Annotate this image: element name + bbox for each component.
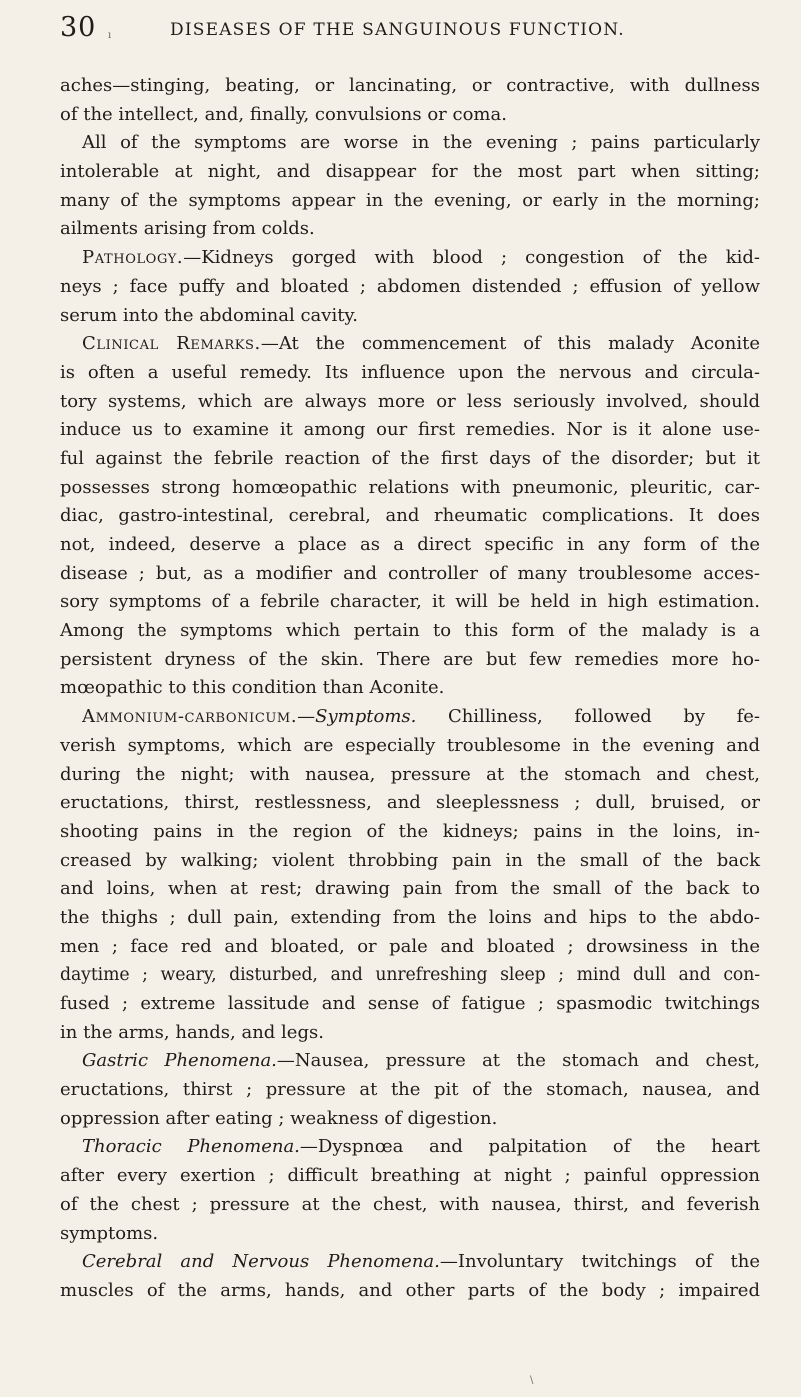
- text-line: after every exertion ; difficult breathing at night ; painful oppression: [60, 1165, 760, 1187]
- text-line: neys ; face puffy and bloated ; abdomen distended ; effusion of yellow: [60, 275, 760, 297]
- text-line: the thighs ; dull pain, extending from the loins and hips to the abdo-: [60, 906, 760, 928]
- text-line: eructations, thirst ; pressure at the pit of the stomach, nausea, and: [60, 1079, 760, 1101]
- text-line: daytime ; weary, disturbed, and unrefreshing sleep ; mind dull and con-: [60, 965, 760, 986]
- text-line: fused ; extreme lassitude and sense of fatigue ; spasmodic twitchings: [60, 993, 760, 1014]
- text-line: ailments arising from colds.: [60, 218, 315, 240]
- running-head: DISEASES OF THE SANGUINOUS FUNCTION.: [170, 20, 625, 40]
- text-line: possesses strong homœopathic relations with pneumonic, pleuritic, car-: [60, 476, 760, 498]
- print-mark: ı: [108, 30, 112, 41]
- text-line: Chilliness, followed by fe-: [447, 706, 760, 728]
- text-line: diac, gastro-intestinal, cerebral, and rheumatic complications. It does: [60, 505, 760, 527]
- heading-dash: —: [439, 1251, 458, 1273]
- heading-dash: —: [260, 333, 279, 355]
- text-line: muscles of the arms, hands, and other parts of the body ; impaired: [60, 1279, 760, 1301]
- text-line: not, indeed, deserve a place as a direct specific in any form of the: [60, 534, 760, 555]
- text-line: men ; face red and bloated, or pale and bloated ; drowsiness in the: [60, 935, 760, 957]
- text-line: serum into the abdominal cavity.: [60, 304, 358, 326]
- text-line: oppression after eating ; weakness of digestion.: [60, 1107, 498, 1129]
- symptoms-subheading: Symptoms.: [315, 706, 417, 728]
- cerebral-paragraph: [60, 1248, 760, 1277]
- text-line: verish symptoms, which are especially troublesome in the evening and: [60, 734, 760, 756]
- text-line: during the night; with nausea, pressure at the stomach and chest,: [60, 763, 760, 785]
- text-line: Among the symptoms which pertain to this form of the malady is a: [60, 620, 760, 642]
- heading-dash: —: [297, 706, 316, 728]
- text-line: ful against the febrile reaction of the first days of the disorder; but it: [60, 447, 760, 469]
- text-line: induce us to examine it among our first remedies. Nor is it alone use-: [60, 419, 760, 441]
- clinical-paragraph: [60, 330, 760, 359]
- thoracic-phenomena-heading: Thoracic Phenomena.: [82, 1136, 300, 1158]
- text-line: Involuntary twitchings of the: [457, 1251, 760, 1273]
- text-line: All of the symptoms are worse in the evening ; pains particularly: [82, 132, 760, 154]
- text-line: tory systems, which are always more or less seriously involved, should: [60, 390, 760, 412]
- text-line: and loins, when at rest; drawing pain from the small of the back to: [60, 878, 760, 900]
- text-line: Kidneys gorged with blood ; congestion of the kid-: [201, 247, 760, 269]
- cerebral-phenomena-heading: Cerebral and Nervous Phenomena.: [82, 1251, 440, 1273]
- page-header: [60, 6, 760, 42]
- text-line: disease ; but, as a modifier and controller of many troublesome acces-: [60, 562, 760, 584]
- heading-dash: —: [183, 247, 202, 269]
- text-line: persistent dryness of the skin. There are but few remedies more ho-: [60, 648, 760, 670]
- gastric-phenomena-heading: Gastric Phenomena.: [82, 1050, 277, 1072]
- text-line: aches—stinging, beating, or lancinating, or contractive, with dullness: [60, 75, 760, 96]
- text-line: of the chest ; pressure at the chest, with nausea, thirst, and feverish: [60, 1193, 760, 1215]
- text-line: creased by walking; violent throbbing pain in the small of the back: [60, 849, 760, 871]
- heading-dash: —: [276, 1050, 295, 1072]
- text-line: Nausea, pressure at the stomach and chest,: [294, 1050, 760, 1072]
- text-line: many of the symptoms appear in the evening, or early in the morning;: [60, 189, 760, 211]
- text-line: eructations, thirst, restlessness, and sleeplessness ; dull, bruised, or: [60, 792, 760, 814]
- text-line: is often a useful remedy. Its influence upon the nervous and circula-: [60, 361, 760, 383]
- pathology-paragraph: [60, 244, 760, 273]
- thoracic-paragraph: [60, 1133, 760, 1162]
- text-line: of the intellect, and, finally, convulsions or coma.: [60, 103, 507, 125]
- text-line: in the arms, hands, and legs.: [60, 1021, 324, 1043]
- text-line: At the commencement of this malady Aconite: [278, 333, 760, 355]
- gastric-paragraph: [60, 1047, 760, 1076]
- heading-dash: —: [299, 1136, 318, 1158]
- pathology-heading: Pathology.: [82, 247, 184, 269]
- page-number: 30: [60, 12, 97, 43]
- text-line: symptoms.: [60, 1222, 159, 1244]
- text-line: mœopathic to this condition than Aconite.: [60, 677, 445, 699]
- ammonium-heading: Ammonium-carbonicum.: [82, 706, 298, 728]
- text-line: sory symptoms of a febrile character, it will be held in high estimation.: [60, 591, 760, 613]
- clinical-remarks-heading: Clinical Remarks.: [82, 333, 261, 355]
- text-line: shooting pains in the region of the kidneys; pains in the loins, in-: [60, 820, 760, 842]
- text-line: intolerable at night, and disappear for the most part when sitting;: [60, 161, 760, 183]
- body-text: [60, 72, 760, 1306]
- ammonium-paragraph: [60, 703, 760, 732]
- text-line: Dyspnœa and palpitation of the heart: [317, 1136, 760, 1158]
- print-mark: \: [530, 1375, 534, 1386]
